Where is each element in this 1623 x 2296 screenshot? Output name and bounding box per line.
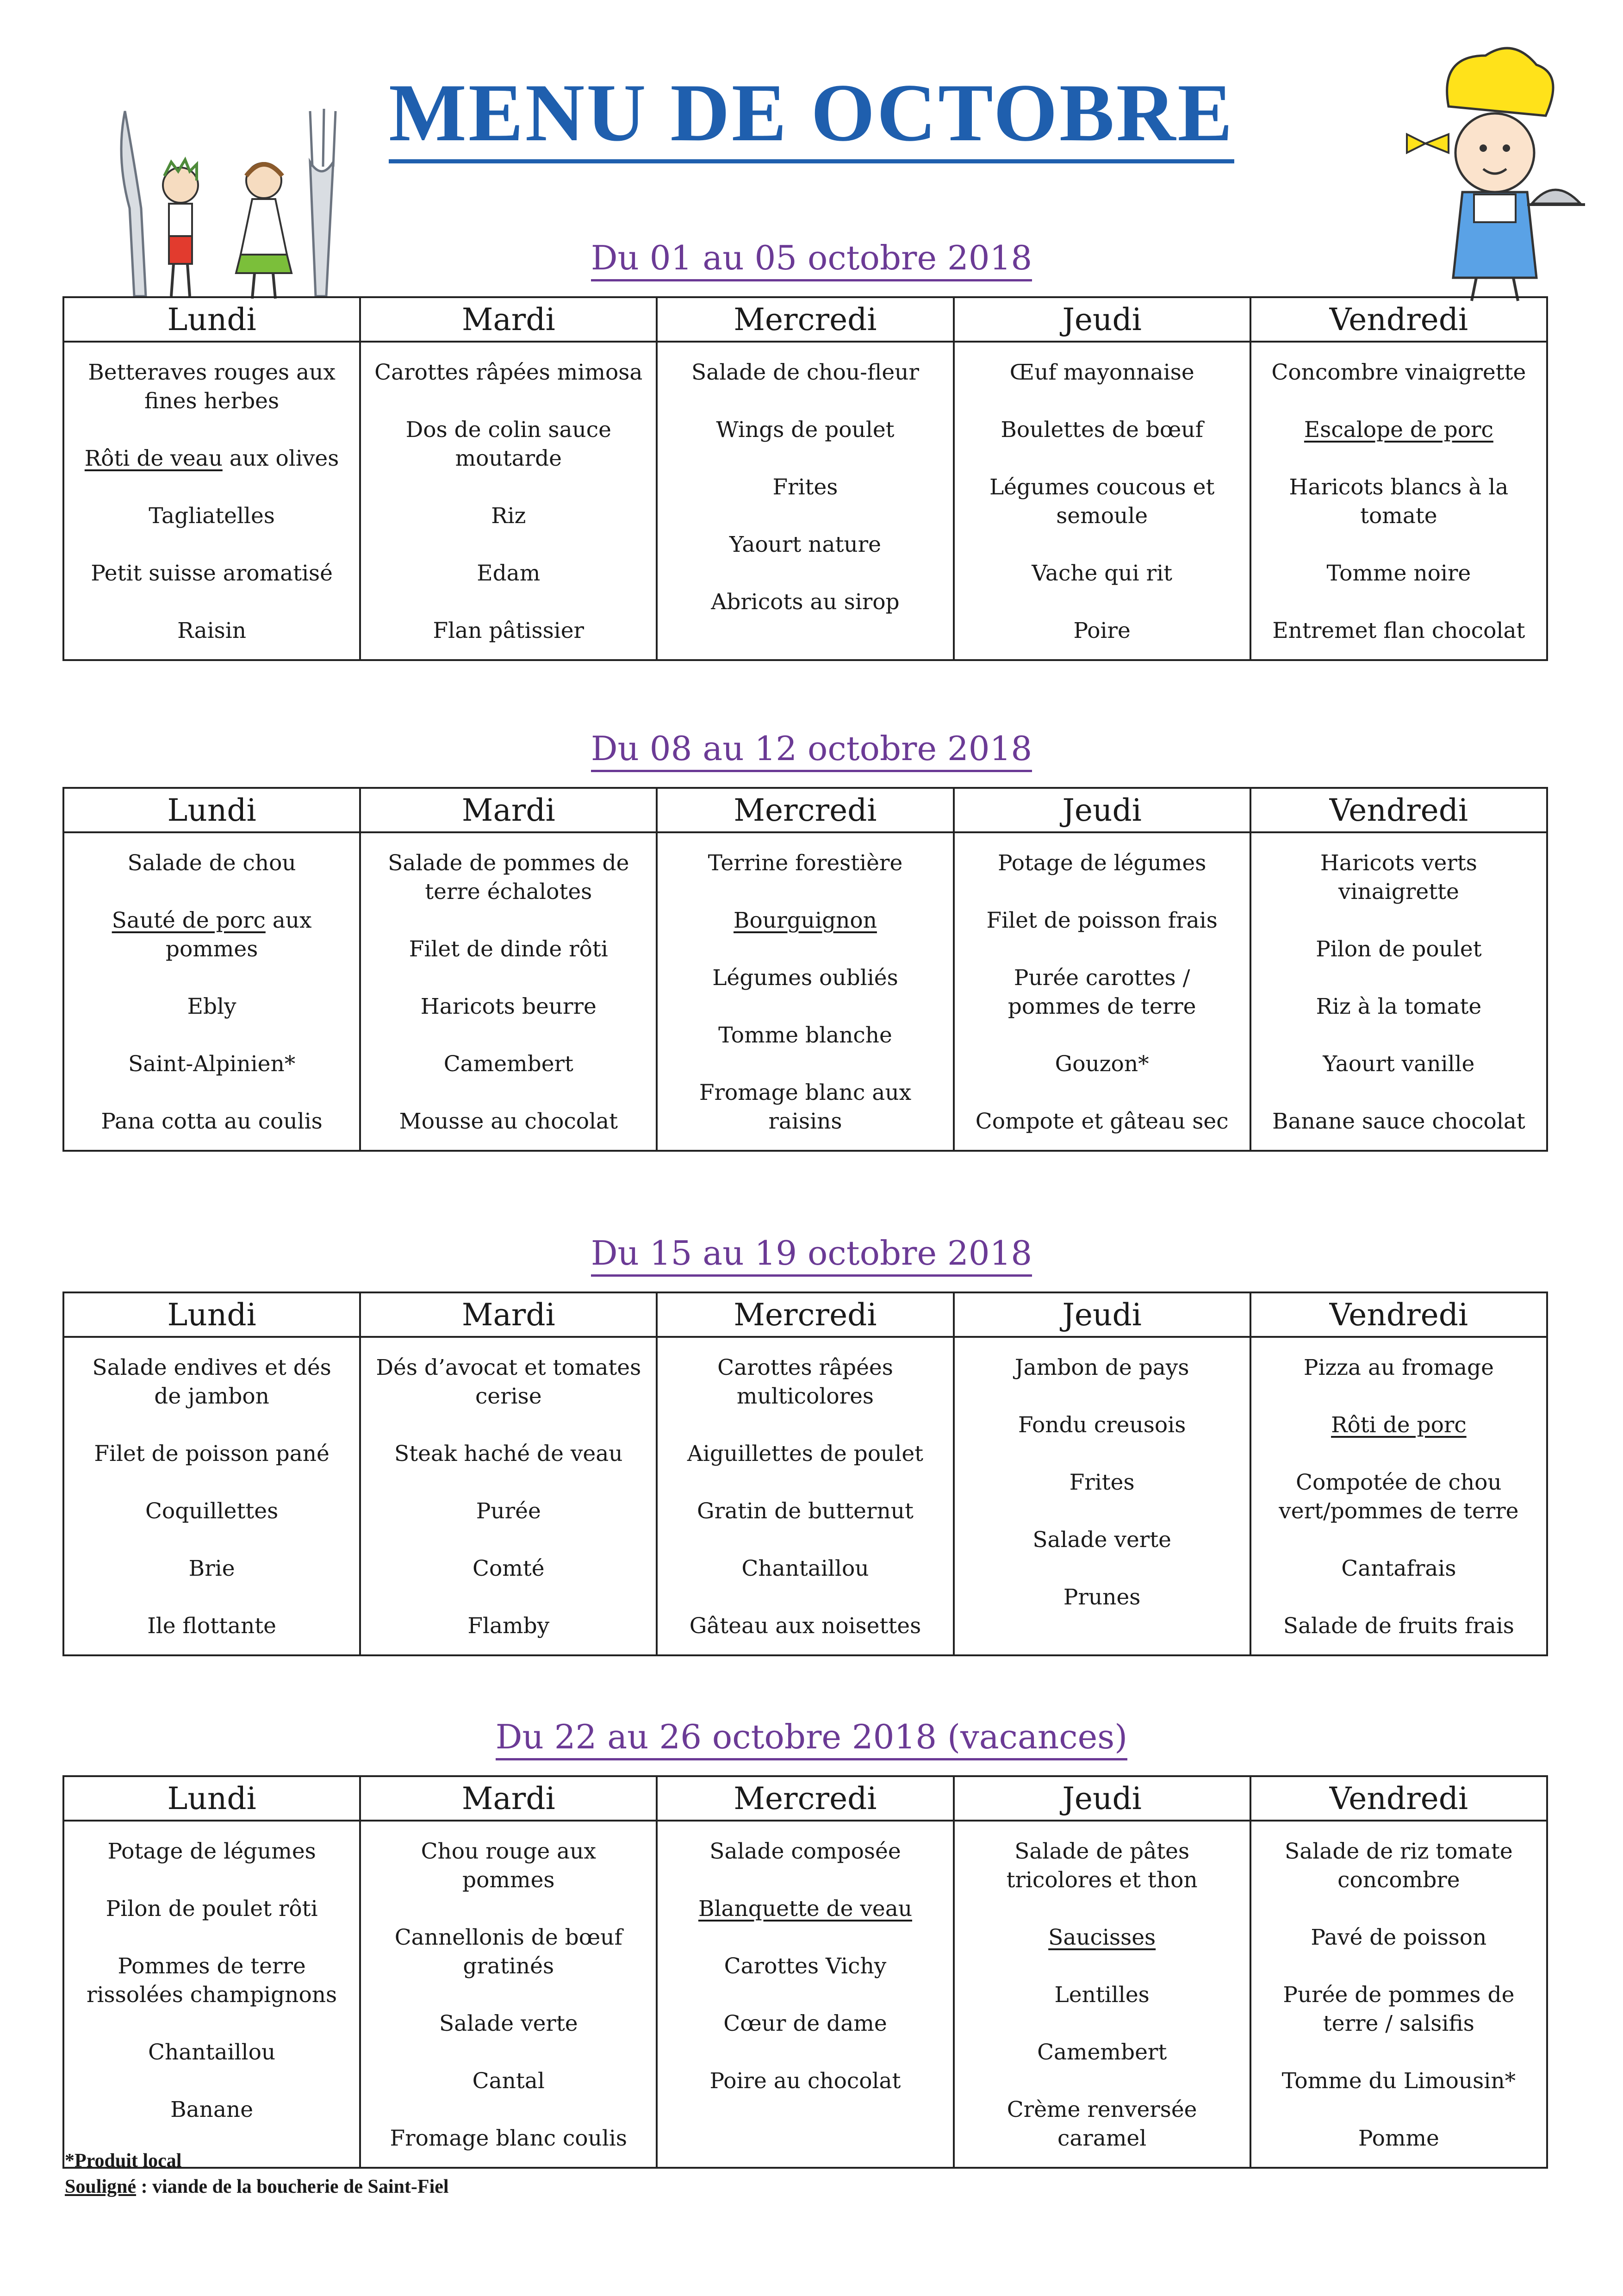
- dish-name: Ile flottante: [147, 1613, 276, 1639]
- dish-name: Coquillettes: [145, 1498, 279, 1524]
- dish-name: Edam: [477, 561, 541, 586]
- dish-name: Saint-Alpinien*: [128, 1051, 296, 1077]
- dish-name: Pilon de poulet rôti: [106, 1896, 318, 1922]
- dish-item: [1264, 849, 1533, 906]
- dish-item: [374, 992, 643, 1021]
- dish-name: Wings de poulet: [716, 417, 895, 443]
- dish-item: [1264, 1981, 1533, 2038]
- dish-name: Pizza au fromage: [1303, 1355, 1494, 1380]
- day-header-mercredi: Mercredi: [657, 1292, 953, 1337]
- dish-item: [1264, 559, 1533, 588]
- dish-name: Fromage blanc aux raisins: [699, 1080, 912, 1134]
- dish-name: Compote et gâteau sec: [975, 1109, 1229, 1134]
- dish-name: Blanquette de veau: [698, 1896, 912, 1922]
- dish-name: Filet de poisson frais: [986, 908, 1218, 933]
- dish-name: Concombre vinaigrette: [1271, 360, 1526, 385]
- day-header-lundi: Lundi: [63, 297, 360, 342]
- dish-name: Yaourt nature: [729, 532, 881, 557]
- dish-name: Gouzon*: [1055, 1051, 1149, 1077]
- dish-item: [374, 1612, 643, 1641]
- day-header-jeudi: Jeudi: [954, 1776, 1250, 1821]
- day-cell-mardi: [360, 342, 657, 660]
- week-1-table: [62, 296, 1548, 661]
- dish-name-suffix: aux pommes: [165, 908, 312, 962]
- day-cell-jeudi: [954, 832, 1250, 1151]
- dish-item: [374, 358, 643, 387]
- legend-underline-note: [65, 2174, 449, 2200]
- dish-item: [671, 1554, 939, 1583]
- dishes-row: [63, 832, 1547, 1151]
- day-header-mardi: Mardi: [360, 1292, 657, 1337]
- dish-item: [671, 530, 939, 559]
- week-2-table: [62, 787, 1548, 1152]
- dish-name: Betteraves rouges aux fines herbes: [88, 360, 336, 414]
- dish-name: Vache qui rit: [1032, 561, 1173, 586]
- dish-name: Purée: [476, 1498, 541, 1524]
- day-cell-jeudi: [954, 342, 1250, 660]
- dish-name: Cantal: [472, 2068, 545, 2094]
- dish-name: Dés d’avocat et tomates cerise: [376, 1355, 641, 1409]
- dish-item: [374, 849, 643, 906]
- dish-item: [671, 849, 939, 878]
- dish-name: Pilon de poulet: [1316, 936, 1482, 962]
- day-header-mardi: Mardi: [360, 1776, 657, 1821]
- week-title-text: Du 01 au 05 octobre 2018: [591, 238, 1032, 281]
- day-cell-mercredi: [657, 342, 953, 660]
- dish-name: Lentilles: [1054, 1982, 1150, 2008]
- day-header-mardi: Mardi: [360, 297, 657, 342]
- dish-name: Banane: [170, 2097, 254, 2122]
- dish-name: Filet de poisson pané: [94, 1441, 330, 1466]
- dish-item: [374, 1354, 643, 1411]
- day-cell-jeudi: [954, 1821, 1250, 2168]
- dish-item: [374, 1497, 643, 1526]
- dish-item: [968, 906, 1237, 935]
- dish-name: Boulettes de bœuf: [1001, 417, 1203, 443]
- dish-item: [968, 1583, 1237, 1612]
- dish-item: [671, 964, 939, 992]
- dish-name: Cannellonis de bœuf gratinés: [394, 1925, 622, 1979]
- dish-item: [374, 1837, 643, 1895]
- dish-item: [968, 964, 1237, 1021]
- legend: [65, 2148, 449, 2200]
- dish-item: [968, 1411, 1237, 1440]
- dish-item: [1264, 1050, 1533, 1079]
- day-header-vendredi: Vendredi: [1250, 1776, 1547, 1821]
- dish-item: [374, 617, 643, 645]
- dish-item: [671, 1079, 939, 1136]
- dish-item: [1264, 1354, 1533, 1382]
- dish-name: Mousse au chocolat: [399, 1109, 618, 1134]
- dish-item: [1264, 416, 1533, 444]
- dish-name: Salade endives et dés de jambon: [92, 1355, 331, 1409]
- dish-item: [77, 906, 346, 964]
- dish-name: Comté: [473, 1556, 545, 1581]
- dish-name: Salade de fruits frais: [1283, 1613, 1514, 1639]
- dish-name: Raisin: [177, 618, 247, 643]
- dish-name: Salade de riz tomate concombre: [1285, 1839, 1513, 1893]
- day-header-mercredi: Mercredi: [657, 297, 953, 342]
- dish-item: [374, 2067, 643, 2096]
- day-cell-vendredi: [1250, 832, 1547, 1151]
- dishes-row: [63, 1337, 1547, 1655]
- dish-name: Salade composée: [709, 1839, 901, 1864]
- legend-underline-label: Souligné: [65, 2176, 137, 2197]
- day-header-jeudi: Jeudi: [954, 297, 1250, 342]
- dish-name: Chantaillou: [148, 2040, 276, 2065]
- dish-item: [968, 1468, 1237, 1497]
- day-cell-lundi: [63, 1337, 360, 1655]
- dish-name: Salade de chou-fleur: [691, 360, 919, 385]
- dish-name: Bourguignon: [734, 908, 877, 933]
- day-header-vendredi: Vendredi: [1250, 788, 1547, 832]
- week-4-title: [0, 1717, 1623, 1756]
- dish-item: [968, 1526, 1237, 1554]
- dish-name: Jambon de pays: [1014, 1355, 1189, 1380]
- dish-item: [968, 2096, 1237, 2153]
- dish-item: [671, 1837, 939, 1866]
- day-header-row: [63, 788, 1547, 832]
- day-header-mercredi: Mercredi: [657, 1776, 953, 1821]
- dish-item: [374, 416, 643, 473]
- dish-item: [968, 1837, 1237, 1895]
- dish-item: [671, 588, 939, 617]
- dish-name: Carottes râpées mimosa: [374, 360, 643, 385]
- dish-name: Légumes coucous et semoule: [989, 474, 1215, 529]
- dish-item: [77, 1837, 346, 1866]
- dish-name: Frites: [1069, 1470, 1135, 1495]
- dish-name: Carottes Vichy: [724, 1953, 887, 1979]
- dish-item: [671, 1354, 939, 1411]
- dish-item: [77, 358, 346, 416]
- day-cell-lundi: [63, 832, 360, 1151]
- dish-item: [374, 1107, 643, 1136]
- dish-name: Poire au chocolat: [709, 2068, 901, 2094]
- dish-item: [1264, 1468, 1533, 1526]
- dish-item: [1264, 617, 1533, 645]
- dish-item: [968, 559, 1237, 588]
- dish-item: [671, 1952, 939, 1981]
- dish-name: Riz: [491, 503, 526, 529]
- day-cell-vendredi: [1250, 1337, 1547, 1655]
- dish-item: [77, 2038, 346, 2067]
- dish-name: Compotée de chou vert/pommes de terre: [1279, 1470, 1519, 1524]
- dish-item: [671, 906, 939, 935]
- dish-name: Banane sauce chocolat: [1272, 1109, 1525, 1134]
- dish-item: [968, 1050, 1237, 1079]
- day-header-mardi: Mardi: [360, 788, 657, 832]
- dish-item: [1264, 1554, 1533, 1583]
- dish-name: Haricots beurre: [420, 994, 597, 1019]
- dish-item: [1264, 473, 1533, 530]
- day-header-mercredi: Mercredi: [657, 788, 953, 832]
- dish-name: Légumes oubliés: [712, 965, 898, 991]
- dish-item: [374, 1923, 643, 1981]
- dish-item: [77, 1952, 346, 2009]
- week-4-table: [62, 1775, 1548, 2169]
- day-cell-lundi: [63, 1821, 360, 2168]
- day-header-lundi: Lundi: [63, 788, 360, 832]
- dish-name: Ebly: [187, 994, 236, 1019]
- day-header-vendredi: Vendredi: [1250, 297, 1547, 342]
- dish-item: [77, 1497, 346, 1526]
- day-header-lundi: Lundi: [63, 1292, 360, 1337]
- dish-name: Haricots blancs à la tomate: [1289, 474, 1509, 529]
- dish-item: [671, 416, 939, 444]
- dish-item: [1264, 1107, 1533, 1136]
- dish-item: [77, 444, 346, 473]
- dish-item: [374, 1050, 643, 1079]
- dish-item: [1264, 1923, 1533, 1952]
- dish-item: [77, 559, 346, 588]
- dish-name: Pavé de poisson: [1311, 1925, 1487, 1950]
- dish-item: [374, 1554, 643, 1583]
- dish-item: [671, 1440, 939, 1468]
- dish-item: [77, 1050, 346, 1079]
- dish-name: Entremet flan chocolat: [1272, 618, 1525, 643]
- dish-name: Cœur de dame: [723, 2011, 887, 2036]
- dish-name: Chou rouge aux pommes: [421, 1839, 596, 1893]
- dish-name: Chantaillou: [741, 1556, 869, 1581]
- week-title-text: Du 08 au 12 octobre 2018: [591, 729, 1032, 772]
- week-3-title: [0, 1234, 1623, 1273]
- dish-name: Fondu creusois: [1018, 1412, 1186, 1438]
- dish-name: Œuf mayonnaise: [1009, 360, 1194, 385]
- dish-item: [968, 617, 1237, 645]
- day-header-jeudi: Jeudi: [954, 788, 1250, 832]
- dish-name: Brie: [188, 1556, 235, 1581]
- dish-item: [77, 1554, 346, 1583]
- dish-name: Frites: [772, 474, 838, 500]
- dish-name: Camembert: [443, 1051, 573, 1077]
- dish-item: [1264, 2067, 1533, 2096]
- dish-name: Filet de dinde rôti: [409, 936, 608, 962]
- dish-name: Haricots verts vinaigrette: [1320, 850, 1477, 905]
- day-cell-mardi: [360, 1821, 657, 2168]
- dish-name: Pommes de terre rissolées champignons: [87, 1953, 337, 2008]
- dish-item: [77, 2096, 346, 2124]
- dish-name: Petit suisse aromatisé: [91, 561, 333, 586]
- dish-name: Tomme noire: [1326, 561, 1471, 586]
- dish-name: Carottes râpées multicolores: [717, 1355, 893, 1409]
- dish-item: [1264, 992, 1533, 1021]
- dish-item: [968, 473, 1237, 530]
- day-cell-mercredi: [657, 1337, 953, 1655]
- dish-item: [671, 473, 939, 502]
- dish-item: [1264, 1837, 1533, 1895]
- dish-item: [968, 1354, 1237, 1382]
- dish-name: Salade verte: [1032, 1527, 1171, 1553]
- dish-item: [1264, 935, 1533, 964]
- week-title-text: Du 22 au 26 octobre 2018 (vacances): [496, 1717, 1128, 1760]
- dish-name: Tagliatelles: [149, 503, 275, 529]
- dish-name: Purée de pommes de terre / salsifis: [1283, 1982, 1515, 2036]
- dish-name: Salade verte: [439, 2011, 578, 2036]
- dish-item: [968, 358, 1237, 387]
- dish-item: [671, 358, 939, 387]
- dish-name: Aiguillettes de poulet: [687, 1441, 924, 1466]
- dish-name: Crème renversée caramel: [1007, 2097, 1197, 2151]
- dish-name: Terrine forestière: [708, 850, 903, 876]
- dish-item: [1264, 1612, 1533, 1641]
- dish-item: [77, 1440, 346, 1468]
- day-cell-mardi: [360, 1337, 657, 1655]
- week-2-title: [0, 729, 1623, 768]
- day-cell-mercredi: [657, 1821, 953, 2168]
- dish-item: [77, 1612, 346, 1641]
- dish-name: Cantafrais: [1341, 1556, 1456, 1581]
- dish-item: [968, 416, 1237, 444]
- week-1-title: [0, 238, 1623, 277]
- day-header-vendredi: Vendredi: [1250, 1292, 1547, 1337]
- dish-name: Tomme du Limousin*: [1281, 2068, 1516, 2094]
- dish-name: Pomme: [1358, 2126, 1439, 2151]
- dish-name: Camembert: [1037, 2040, 1167, 2065]
- dish-name: Potage de légumes: [998, 850, 1206, 876]
- dish-item: [671, 1497, 939, 1526]
- week-title-text: Du 15 au 19 octobre 2018: [591, 1234, 1032, 1277]
- dish-item: [374, 935, 643, 964]
- dish-name: Dos de colin sauce moutarde: [405, 417, 611, 471]
- dish-item: [374, 502, 643, 530]
- dish-name: Salade de pommes de terre échalotes: [388, 850, 629, 905]
- legend-underline-text: : viande de la boucherie de Saint-Fiel: [136, 2176, 449, 2197]
- page-title: [0, 65, 1623, 160]
- dish-item: [671, 2067, 939, 2096]
- dish-name: Flamby: [467, 1613, 550, 1639]
- dish-name: Rôti de veau: [84, 446, 223, 471]
- dish-item: [374, 2009, 643, 2038]
- dishes-row: [63, 342, 1547, 660]
- dish-name: Saucisses: [1048, 1925, 1156, 1950]
- dish-item: [77, 1354, 346, 1411]
- day-header-row: [63, 297, 1547, 342]
- dish-name: Escalope de porc: [1304, 417, 1493, 443]
- dish-name: Sauté de porc: [112, 908, 266, 933]
- dish-name: Gâteau aux noisettes: [689, 1613, 921, 1639]
- dish-item: [671, 2009, 939, 2038]
- dish-item: [671, 1895, 939, 1923]
- week-3-table: [62, 1292, 1548, 1656]
- legend-local-product: *Produit local: [65, 2150, 182, 2171]
- dish-item: [1264, 1411, 1533, 1440]
- dish-name: Steak haché de veau: [394, 1441, 623, 1466]
- dish-item: [374, 1440, 643, 1468]
- dish-name: Yaourt vanille: [1323, 1051, 1475, 1077]
- day-cell-mardi: [360, 832, 657, 1151]
- dish-name: Salade de chou: [127, 850, 296, 876]
- dish-item: [968, 2038, 1237, 2067]
- dish-item: [671, 1612, 939, 1641]
- dish-item: [77, 502, 346, 530]
- dish-name: Gratin de butternut: [697, 1498, 914, 1524]
- dish-item: [968, 849, 1237, 878]
- day-header-row: [63, 1776, 1547, 1821]
- dish-item: [968, 1923, 1237, 1952]
- dish-name: Prunes: [1063, 1585, 1141, 1610]
- dish-item: [77, 1107, 346, 1136]
- dish-item: [77, 849, 346, 878]
- dish-item: [77, 617, 346, 645]
- dish-item: [968, 1107, 1237, 1136]
- day-cell-vendredi: [1250, 342, 1547, 660]
- page-title-text: MENU DE OCTOBRE: [389, 67, 1234, 163]
- dish-name: Flan pâtissier: [433, 618, 584, 643]
- dish-item: [1264, 358, 1533, 387]
- day-cell-lundi: [63, 342, 360, 660]
- dish-name: Purée carottes / pommes de terre: [1007, 965, 1196, 1019]
- dish-name: Poire: [1073, 618, 1131, 643]
- dish-item: [77, 992, 346, 1021]
- day-cell-vendredi: [1250, 1821, 1547, 2168]
- dish-name: Riz à la tomate: [1316, 994, 1482, 1019]
- dish-item: [671, 1021, 939, 1050]
- dish-name: Potage de légumes: [107, 1839, 316, 1864]
- dish-name: Pana cotta au coulis: [101, 1109, 323, 1134]
- day-header-lundi: Lundi: [63, 1776, 360, 1821]
- dish-item: [374, 559, 643, 588]
- dish-item: [968, 1981, 1237, 2009]
- day-cell-jeudi: [954, 1337, 1250, 1655]
- dish-name: Tomme blanche: [718, 1023, 892, 1048]
- dish-name: Salade de pâtes tricolores et thon: [1006, 1839, 1198, 1893]
- day-header-jeudi: Jeudi: [954, 1292, 1250, 1337]
- day-cell-mercredi: [657, 832, 953, 1151]
- dish-item: [77, 1895, 346, 1923]
- dish-name: Abricots au sirop: [711, 589, 900, 615]
- dish-item: [1264, 2124, 1533, 2153]
- dish-name: Rôti de porc: [1331, 1412, 1467, 1438]
- dish-name: Fromage blanc coulis: [390, 2126, 628, 2151]
- dish-name-suffix: aux olives: [222, 446, 339, 471]
- day-header-row: [63, 1292, 1547, 1337]
- dishes-row: [63, 1821, 1547, 2168]
